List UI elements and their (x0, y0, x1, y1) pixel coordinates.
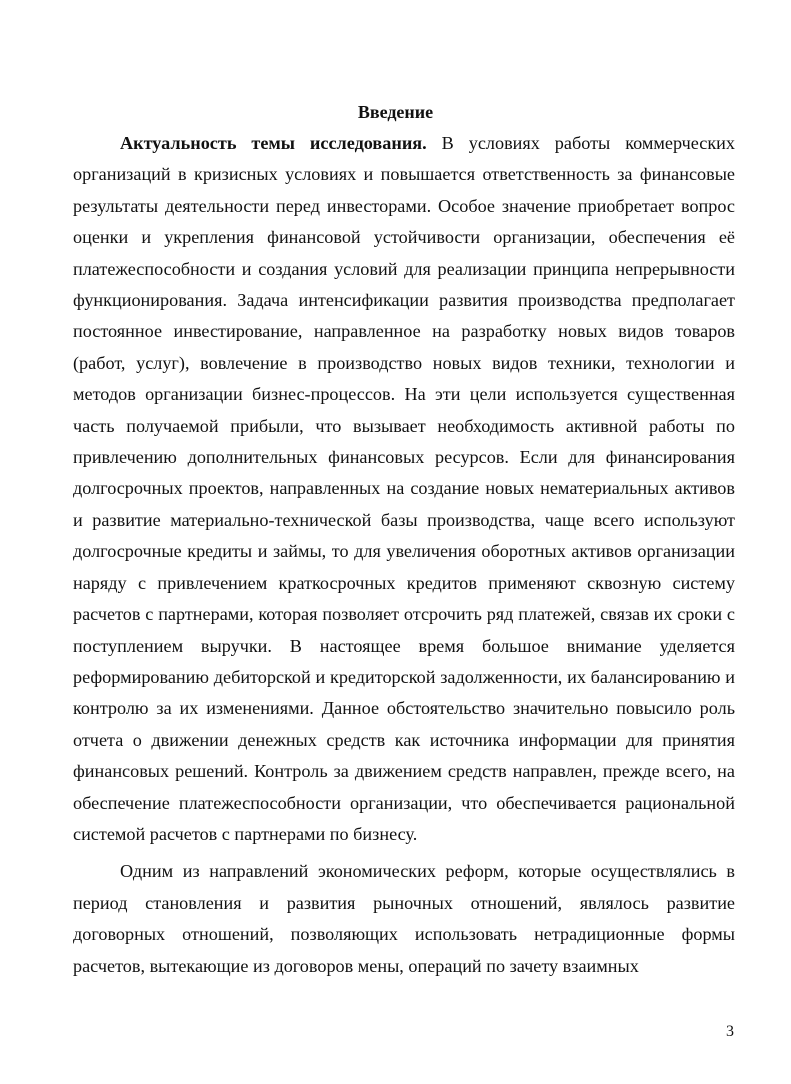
page-number: 3 (726, 1023, 734, 1040)
paragraph-text: Одним из направлений экономических реформ, которые осуществлялись в период становления и развития рыночных отношений, являлось развитие договорных отношений, позволяющих использовать нетрадиционные формы расчетов, вытекающие из договоров мены, операций по зачету взаимных (73, 861, 735, 976)
paragraph-relevance (73, 128, 735, 850)
paragraph-reforms (73, 856, 735, 982)
paragraph-lead: Актуальность темы исследования. (120, 133, 427, 153)
body-text (73, 128, 735, 982)
paragraph-text: В условиях работы коммерческих организаций в кризисных условиях и повышается ответственность за финансовые результаты деятельности перед инвесторами. Особое значение приобретает вопрос оценки и укрепления финансовой устойчивости организации, обеспечения её платежеспособности и создания условий для реализации принципа непрерывности функционирования. Задача интенсификации развития производства предполагает постоянное инвестирование, направленное на разработку новых видов товаров (работ, услуг), вовлечение в производство новых видов техники, технологии и методов организации бизнес-процессов. На эти цели используется существенная часть получаемой прибыли, что вызывает необходимость активной работы по привлечению дополнительных финансовых ресурсов. Если для финансирования долгосрочных проектов, направленных на создание новых нематериальных активов и развитие материально-технической базы производства, чаще всего используют долгосрочные кредиты и займы, то для увеличения оборотных активов организации наряду с привлечением краткосрочных кредитов применяют сквозную систему расчетов с партнерами, которая позволяет отсрочить ряд платежей, связав их сроки с поступлением выручки. В настоящее время большое внимание уделяется реформированию дебиторской и кредиторской задолженности, их балансированию и контролю за их изменениями. Данное обстоятельство значительно повысило роль отчета о движении денежных средств как источника информации для принятия финансовых решений. Контроль за движением средств направлен, прежде всего, на обеспечение платежеспособности организации, что обеспечивается рациональной системой расчетов с партнерами по бизнесу. (73, 133, 735, 844)
page-title: Введение (357, 102, 434, 122)
